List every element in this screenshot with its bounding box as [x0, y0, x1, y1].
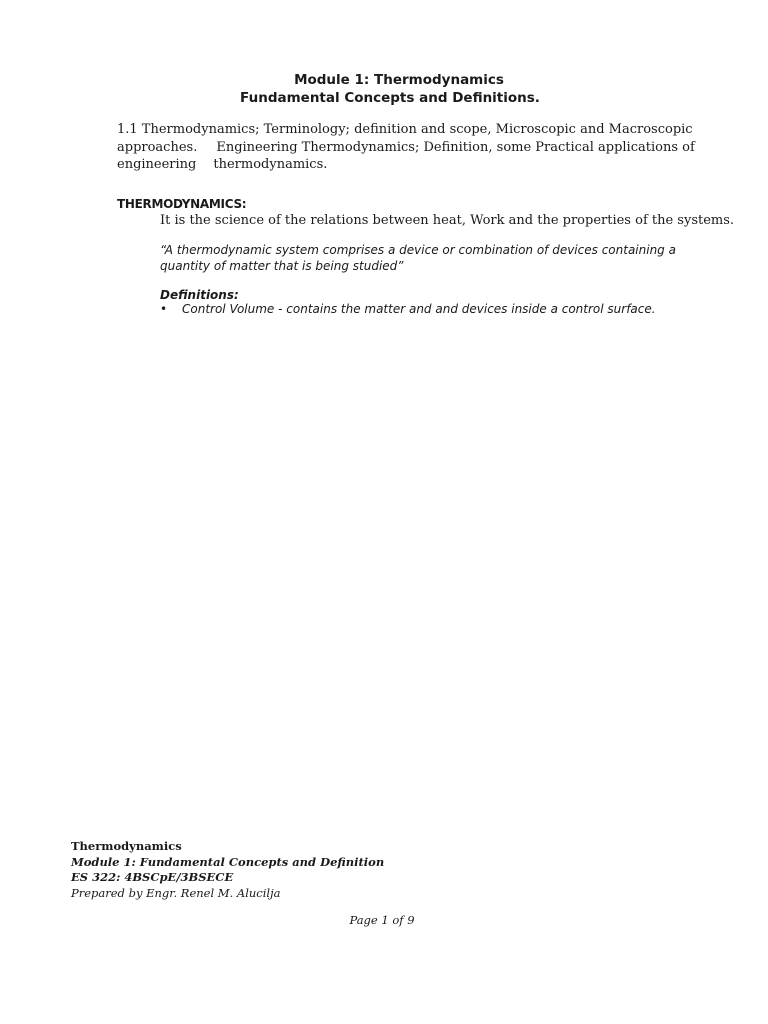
footer-author: Prepared by Engr. Renel M. Alucilja	[71, 885, 281, 900]
definitions-heading: Definitions:	[160, 288, 239, 302]
document-title: Module 1: Thermodynamics	[294, 72, 504, 88]
page-footer	[71, 839, 384, 901]
section-definition-text: It is the science of the relations between heat, Work and the properties of the systems.	[160, 213, 735, 228]
page-number-label: Page 1 of 9	[349, 913, 415, 927]
system-quote: “A thermodynamic system comprises a device or combination of devices containing a quantity of matter that is being studied”	[160, 243, 676, 273]
footer-class-code: ES 322: 4BSCpE/3BSECE	[71, 870, 234, 884]
scope-line-2	[117, 139, 695, 157]
document-subtitle: Fundamental Concepts and Definitions.	[240, 90, 540, 106]
scope-line-1: 1.1 Thermodynamics; Terminology; definition and scope, Microscopic and Macroscopic	[117, 122, 693, 137]
definition-item	[160, 301, 656, 317]
bullet-icon: •	[160, 302, 168, 316]
scope-line-3-start: engineering	[117, 157, 197, 172]
scope-paragraph	[117, 121, 695, 174]
definitions-list	[160, 301, 656, 317]
scope-line-3	[117, 156, 657, 174]
section-heading: THERMODYNAMICS:	[117, 197, 247, 211]
scope-line-2-end: Engineering Thermodynamics; Definition, some Practical applications of	[216, 139, 695, 155]
scope-line-3-end: thermodynamics.	[213, 157, 328, 172]
footer-course: Thermodynamics	[71, 839, 182, 853]
page-number	[0, 913, 768, 928]
scope-line-2-start: approaches.	[117, 139, 198, 155]
definition-item-text: Control Volume - contains the matter and and devices inside a control surface.	[182, 302, 656, 316]
footer-module: Module 1: Fundamental Concepts and Definition	[71, 854, 385, 869]
